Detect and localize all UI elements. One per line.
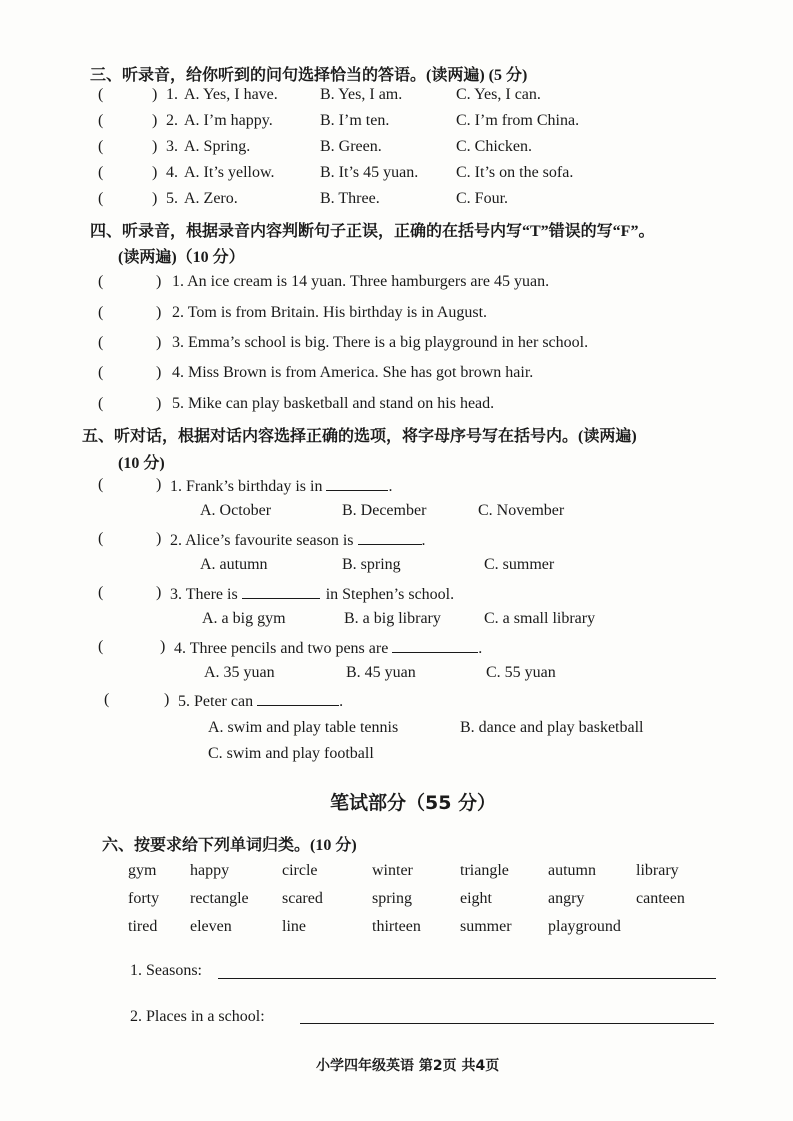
s5-q3-option-c: C. a small library — [484, 610, 596, 627]
section-3-heading: 三、听录音，给你听到的问句选择恰当的答语。(读两遍) (5 分) — [90, 67, 528, 84]
s5-q1-option-a: A. October — [200, 502, 272, 519]
word-2-5: eight — [460, 890, 492, 907]
s3-q3-answer-paren-open[interactable]: ( — [98, 138, 104, 155]
word-3-1: tired — [128, 918, 158, 935]
s4-q1-answer-paren-close[interactable]: ) — [156, 273, 162, 290]
word-2-3: scared — [282, 890, 323, 907]
s3-q1-number: 1. — [166, 86, 178, 103]
s5-q4-answer-paren-close[interactable]: ) — [160, 638, 166, 655]
s5-q3-stem — [170, 584, 454, 604]
s4-q2-answer-paren-close[interactable]: ) — [156, 304, 162, 321]
s4-q5-answer-paren-close[interactable]: ) — [156, 395, 162, 412]
s5-q5-answer-paren-close[interactable]: ) — [164, 691, 170, 708]
s5-q4-option-b: B. 45 yuan — [346, 664, 416, 681]
s5-q3-option-b: B. a big library — [344, 610, 441, 627]
s3-q3-option-b: B. Green. — [320, 138, 382, 155]
word-3-2: eleven — [190, 918, 232, 935]
s5-q1-option-c: C. November — [478, 502, 565, 519]
s5-q4-blank[interactable] — [392, 638, 478, 653]
s5-q2-answer-paren-open[interactable]: ( — [98, 530, 104, 547]
s5-q4-stem-end: . — [478, 640, 483, 657]
word-2-4: spring — [372, 890, 412, 907]
s5-q1-answer-paren-close[interactable]: ) — [156, 476, 162, 493]
s5-q2-answer-paren-close[interactable]: ) — [156, 530, 162, 547]
s5-q5-stem-end: . — [339, 693, 344, 710]
page-footer: 小学四年级英语 第2页 共4页 — [316, 1058, 500, 1074]
s3-q4-option-c: C. It’s on the sofa. — [456, 164, 574, 181]
answer-seasons-label: 1. Seasons: — [130, 962, 202, 979]
s3-q2-answer-paren-close[interactable]: ) — [152, 112, 158, 129]
s5-q4-stem-text: 4. Three pencils and two pens are — [174, 640, 389, 657]
s3-q1-option-c: C. Yes, I can. — [456, 86, 541, 103]
s5-q2-option-b: B. spring — [342, 556, 401, 573]
word-1-3: circle — [282, 862, 318, 879]
s5-q3-blank[interactable] — [242, 584, 320, 599]
s5-q2-stem-text: 2. Alice’s favourite season is — [170, 532, 354, 549]
s5-q2-option-a: A. autumn — [200, 556, 268, 573]
s3-q1-option-a: A. Yes, I have. — [184, 86, 278, 103]
word-1-1: gym — [128, 862, 157, 879]
s5-q4-option-c: C. 55 yuan — [486, 664, 556, 681]
s3-q5-number: 5. — [166, 190, 178, 207]
s3-q1-answer-paren-close[interactable]: ) — [152, 86, 158, 103]
s3-q1-option-b: B. Yes, I am. — [320, 86, 403, 103]
s5-q3-stem-end: in Stephen’s school. — [325, 586, 455, 603]
word-2-7: canteen — [636, 890, 685, 907]
s3-q5-answer-paren-close[interactable]: ) — [152, 190, 158, 207]
s4-q3-answer-paren-close[interactable]: ) — [156, 334, 162, 351]
s3-q2-option-c: C. I’m from China. — [456, 112, 580, 129]
s5-q1-answer-paren-open[interactable]: ( — [98, 476, 104, 493]
section-6-heading: 六、按要求给下列单词归类。(10 分) — [102, 837, 357, 854]
s4-q4-answer-paren-open[interactable]: ( — [98, 364, 104, 381]
s5-q3-stem-text: 3. There is — [170, 586, 238, 603]
s5-q5-stem — [178, 691, 343, 711]
s5-q5-blank[interactable] — [257, 691, 339, 706]
s5-q1-stem-text: 1. Frank’s birthday is in — [170, 478, 323, 495]
s5-q2-stem — [170, 530, 426, 550]
s4-q1-answer-paren-open[interactable]: ( — [98, 273, 104, 290]
s3-q1-answer-paren-open[interactable]: ( — [98, 86, 104, 103]
s5-q5-option-c: C. swim and play football — [208, 745, 374, 762]
s3-q4-number: 4. — [166, 164, 178, 181]
answer-places-line[interactable] — [300, 1023, 714, 1024]
word-3-4: thirteen — [372, 918, 421, 935]
s4-q5-answer-paren-open[interactable]: ( — [98, 395, 104, 412]
s5-q5-option-a: A. swim and play table tennis — [208, 719, 399, 736]
word-1-4: winter — [372, 862, 413, 879]
s5-q4-answer-paren-open[interactable]: ( — [98, 638, 104, 655]
word-2-6: angry — [548, 890, 585, 907]
s5-q5-option-b: B. dance and play basketball — [460, 719, 644, 736]
s3-q5-answer-paren-open[interactable]: ( — [98, 190, 104, 207]
s3-q4-answer-paren-open[interactable]: ( — [98, 164, 104, 181]
written-part-title: 笔试部分（55 分） — [330, 792, 497, 814]
word-1-7: library — [636, 862, 679, 879]
s5-q5-answer-paren-open[interactable]: ( — [104, 691, 110, 708]
s4-q1-statement: 1. An ice cream is 14 yuan. Three hamburgers are 45 yuan. — [172, 273, 550, 290]
s4-q3-answer-paren-open[interactable]: ( — [98, 334, 104, 351]
s4-q4-answer-paren-close[interactable]: ) — [156, 364, 162, 381]
s3-q3-option-a: A. Spring. — [184, 138, 251, 155]
s5-q4-stem — [174, 638, 482, 658]
word-3-5: summer — [460, 918, 512, 935]
word-3-3: line — [282, 918, 306, 935]
answer-seasons-line[interactable] — [218, 978, 716, 979]
s3-q5-option-b: B. Three. — [320, 190, 380, 207]
s3-q5-option-c: C. Four. — [456, 190, 509, 207]
word-1-6: autumn — [548, 862, 596, 879]
s5-q3-option-a: A. a big gym — [202, 610, 286, 627]
s4-q2-answer-paren-open[interactable]: ( — [98, 304, 104, 321]
s4-q4-statement: 4. Miss Brown is from America. She has got brown hair. — [172, 364, 534, 381]
s3-q2-answer-paren-open[interactable]: ( — [98, 112, 104, 129]
word-2-2: rectangle — [190, 890, 249, 907]
s5-q1-stem-end: . — [388, 478, 393, 495]
word-2-1: forty — [128, 890, 160, 907]
s5-q1-stem — [170, 476, 392, 496]
s3-q4-option-a: A. It’s yellow. — [184, 164, 275, 181]
word-1-2: happy — [190, 862, 230, 879]
s5-q1-option-b: B. December — [342, 502, 427, 519]
word-3-6: playground — [548, 918, 621, 935]
s3-q2-number: 2. — [166, 112, 178, 129]
s3-q4-option-b: B. It’s 45 yuan. — [320, 164, 419, 181]
section-5-heading-line1: 五、听对话，根据对话内容选择正确的选项，将字母序号写在括号内。(读两遍) — [82, 428, 637, 445]
s3-q3-number: 3. — [166, 138, 178, 155]
s3-q2-option-b: B. I’m ten. — [320, 112, 390, 129]
word-1-5: triangle — [460, 862, 509, 879]
s5-q5-stem-text: 5. Peter can — [178, 693, 254, 710]
s5-q4-option-a: A. 35 yuan — [204, 664, 275, 681]
s5-q2-blank[interactable] — [358, 530, 422, 545]
answer-places-label: 2. Places in a school: — [130, 1008, 265, 1025]
s4-q2-statement: 2. Tom is from Britain. His birthday is in August. — [172, 304, 488, 321]
s5-q3-answer-paren-close[interactable]: ) — [156, 584, 162, 601]
s3-q3-answer-paren-close[interactable]: ) — [152, 138, 158, 155]
s4-q3-statement: 3. Emma’s school is big. There is a big playground in her school. — [172, 334, 589, 351]
s5-q1-blank[interactable] — [326, 476, 388, 491]
s3-q2-option-a: A. I’m happy. — [184, 112, 273, 129]
s5-q3-answer-paren-open[interactable]: ( — [98, 584, 104, 601]
section-4-heading-line1: 四、听录音，根据录音内容判断句子正误，正确的在括号内写“T”错误的写“F”。 — [90, 223, 655, 240]
s3-q5-option-a: A. Zero. — [184, 190, 238, 207]
s5-q2-option-c: C. summer — [484, 556, 555, 573]
s5-q2-stem-end: . — [421, 532, 426, 549]
section-4-heading-line2: (读两遍)（10 分） — [118, 249, 245, 266]
section-5-heading-line2: (10 分) — [118, 455, 165, 472]
s3-q4-answer-paren-close[interactable]: ) — [152, 164, 158, 181]
s3-q3-option-c: C. Chicken. — [456, 138, 532, 155]
s4-q5-statement: 5. Mike can play basketball and stand on his head. — [172, 395, 495, 412]
